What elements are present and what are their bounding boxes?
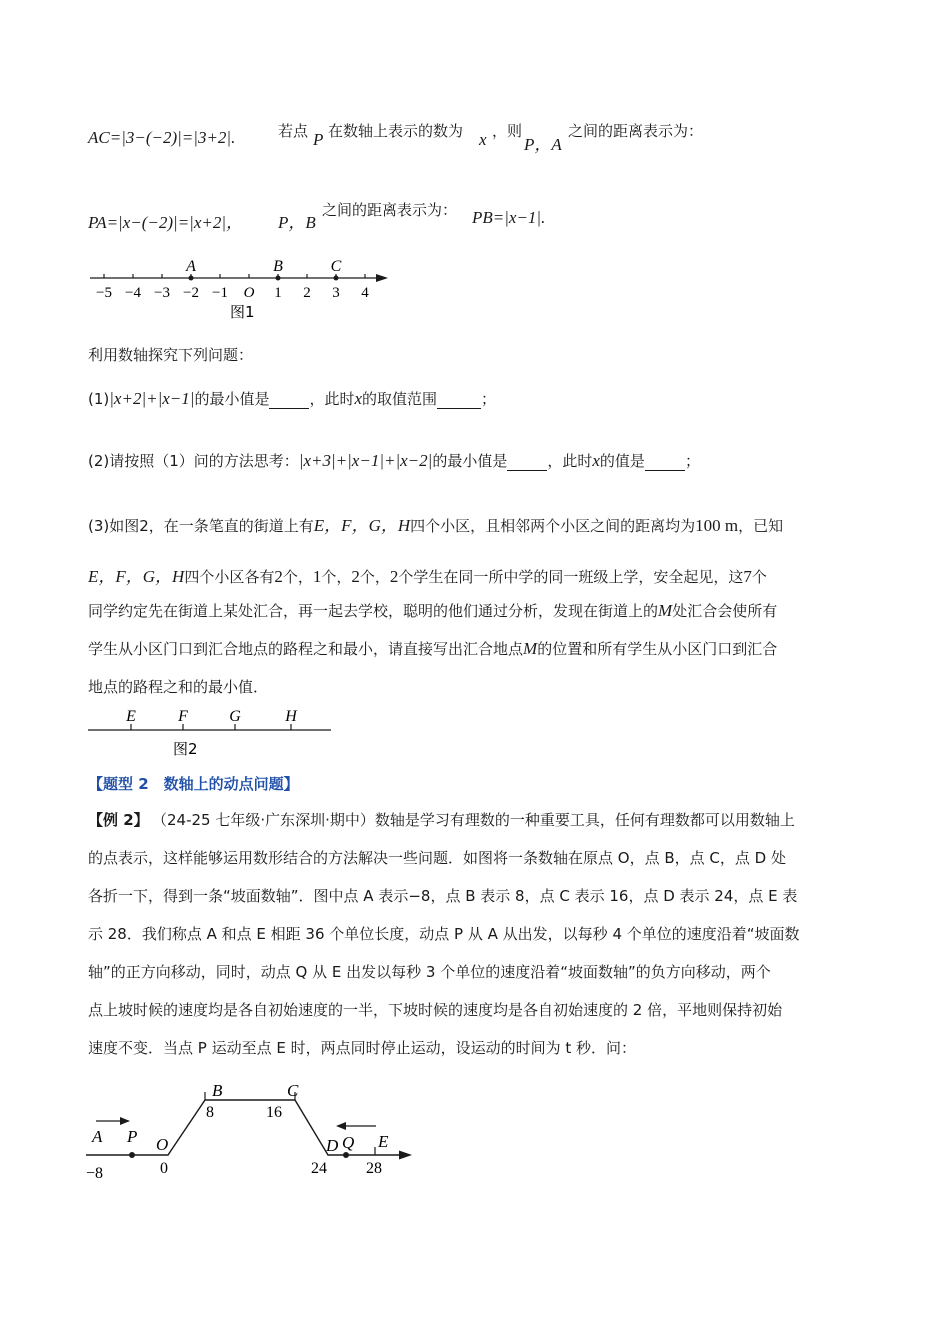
q2-text: 请按照（1）问的方法思考：: [109, 452, 299, 470]
q2-variable: x: [592, 451, 600, 470]
q3-count: 7: [743, 567, 752, 586]
p-variable: P: [313, 130, 324, 149]
example-line-2: 的点表示，这样能够运用数形结合的方法解决一些问题．如图将一条数轴在原点 O，点 B，点 C，点 D 处: [88, 849, 786, 867]
pa-formula: PA=|x−(−2)|=|x+2|，: [88, 213, 244, 232]
point-a-label: A: [186, 258, 196, 275]
q1-end: ；: [481, 390, 497, 408]
q3-m-variable: M: [523, 639, 538, 658]
example-line-3: 各折一下，得到一条“坡面数轴”．图中点 A 表示−8，点 B 表示 8，点 C 表示 16，点 D 表示 24，点 E 表: [88, 887, 798, 905]
q3-text: 同学约定先在街道上某处汇合，再一起去学校，聪明的他们通过分析，发现在街道上的: [88, 602, 659, 620]
q3-text: 个，: [359, 568, 390, 586]
figure-3-slope-number-line: [80, 1075, 420, 1185]
pa-pair: P，A: [524, 135, 562, 154]
intro-text: 若点: [278, 122, 309, 140]
figure-2-street: [85, 704, 345, 762]
point-q-dot: [343, 1152, 349, 1158]
axis-arrow-head: [399, 1151, 412, 1160]
figure-2-caption: 图2: [173, 740, 198, 758]
instruction: 利用数轴探究下列问题：: [88, 346, 254, 364]
q3-text: 的位置和所有学生从小区门口到汇合: [537, 640, 778, 658]
q3-count: 2: [389, 567, 399, 586]
district-label-h: H: [285, 708, 297, 725]
q3-m-variable: M: [658, 601, 673, 620]
q3-text: ，已知: [738, 517, 784, 535]
q3-text: 个，: [282, 568, 313, 586]
ac-formula: AC=|3−(−2)|=|3+2|.: [88, 128, 236, 147]
q3-distance: 100 m: [695, 516, 739, 535]
q1-number: (1): [88, 390, 110, 408]
tick-label: −2: [183, 285, 199, 301]
tick-label: 4: [361, 285, 369, 301]
q2-expression: |x+3|+|x−1|+|x−2|: [298, 451, 433, 470]
pb-pair: P，B: [278, 213, 316, 232]
example-line-4: 示 28．我们称点 A 和点 E 相距 36 个单位长度，动点 P 从 A 从出发，以每秒 4 个单位的速度沿着“坡面数: [88, 925, 800, 943]
district-label-f: F: [178, 708, 188, 725]
q1-text: 的最小值是: [194, 390, 270, 408]
point-b-label: B: [273, 258, 283, 275]
q2-answer-blank-1[interactable]: [507, 452, 547, 471]
point-p-dot: [129, 1152, 135, 1158]
tick-label: O: [243, 285, 255, 301]
intro-text: 在数轴上表示的数为: [328, 122, 464, 140]
example-line-6: 点上坡时候的速度均是各自初始速度的一半，下坡时候的速度均是各自初始速度的 2 倍，平地则保持初始: [88, 1001, 783, 1019]
q3-count: 2: [274, 567, 283, 586]
district-label-g: G: [229, 708, 241, 725]
q3-text: 个: [751, 568, 767, 586]
example-tag: 【例 2】: [88, 811, 149, 829]
question-3-line-1: [88, 511, 783, 536]
example-line-5: 轴”的正方向移动，同时，动点 Q 从 E 出发以每秒 3 个单位的速度沿着“坡面数轴”的负方向移动，两个: [88, 963, 771, 981]
question-1: [88, 388, 496, 409]
q3-text: 处汇合会使所有: [672, 602, 778, 620]
question-3-line-3: [88, 600, 777, 621]
tick-label: 3: [332, 285, 340, 301]
q3-count: 1: [312, 567, 322, 586]
tick-label: 2: [303, 285, 311, 301]
question-3-line-4: [88, 638, 777, 659]
value-b: 8: [206, 1104, 214, 1121]
point-c-label: C: [330, 258, 342, 275]
value-d: 24: [311, 1160, 327, 1177]
tick-label: −3: [154, 285, 170, 301]
section-title: 【题型 2 数轴上的动点问题】: [88, 775, 299, 793]
intro-line-1: [88, 128, 235, 148]
pb-formula: PB=|x−1|.: [472, 208, 546, 227]
intro-text: ，则: [492, 122, 523, 140]
intro-text: 之间的距离表示为：: [322, 201, 458, 219]
intro-text: 之间的距离表示为：: [568, 122, 704, 140]
value-c: 16: [266, 1104, 282, 1121]
question-3-line-2: [88, 562, 767, 587]
label-a: A: [92, 1127, 103, 1146]
q1-text: ，此时: [309, 390, 355, 408]
label-c: C: [287, 1081, 299, 1100]
example-line-7: 速度不变．当点 P 运动至点 E 时，两点同时停止运动，设运动的时间为 t 秒．问：: [88, 1039, 637, 1057]
p-arrow-head: [120, 1117, 130, 1125]
label-b: B: [212, 1081, 223, 1100]
q3-efgh: E，F，G，H: [313, 516, 411, 535]
q2-end: ；: [684, 452, 700, 470]
label-o: O: [156, 1135, 169, 1154]
q-arrow-head: [336, 1122, 346, 1130]
x-variable: x: [479, 130, 487, 149]
q1-answer-blank-1[interactable]: [269, 390, 309, 409]
q3-efgh: E，F，G，H: [88, 567, 185, 586]
point-c-dot: [334, 276, 339, 281]
label-e: E: [378, 1132, 389, 1151]
value-e: 28: [366, 1160, 382, 1177]
figure-1-caption: 图1: [230, 303, 255, 321]
q3-text: 四个小区各有: [184, 568, 275, 586]
tick-label: −1: [212, 285, 228, 301]
q2-number: (2): [88, 452, 110, 470]
label-d: D: [326, 1136, 339, 1155]
question-3-line-5: 地点的路程之和的最小值．: [88, 678, 269, 696]
label-p: P: [127, 1127, 138, 1146]
tick-label: −4: [125, 285, 141, 301]
tick-label: −5: [96, 285, 112, 301]
intro-line-1-text: [278, 120, 308, 141]
q1-text: 的取值范围: [362, 390, 438, 408]
example-line-1: （24-25 七年级·广东深圳·期中）数轴是学习有理数的一种重要工具，任何有理数都可以用数轴上: [152, 811, 795, 829]
q3-count: 2: [351, 567, 360, 586]
point-b-dot: [276, 276, 281, 281]
q3-text: (3)如图2，在一条笔直的街道上有: [88, 517, 314, 535]
district-label-e: E: [126, 708, 136, 725]
q3-text: 个，: [321, 568, 352, 586]
q2-text: 的最小值是: [432, 452, 508, 470]
point-a-dot: [189, 276, 194, 281]
q3-text: 个学生在同一所中学的同一班级上学，安全起见，这: [398, 568, 744, 586]
q2-text: 的值是: [599, 452, 645, 470]
q1-answer-blank-2[interactable]: [437, 390, 481, 409]
q3-text: 四个小区，且相邻两个小区之间的距离均为: [410, 517, 696, 535]
q1-variable: x: [354, 389, 363, 408]
figure-1-number-line: [80, 250, 410, 330]
tick-label: 1: [274, 285, 282, 301]
q2-text: ，此时: [547, 452, 593, 470]
q3-text: 学生从小区门口到汇合地点的路程之和最小，请直接写出汇合地点: [88, 640, 524, 658]
q2-answer-blank-2[interactable]: [645, 452, 685, 471]
value-o: 0: [160, 1160, 168, 1177]
question-2: [88, 450, 700, 471]
label-q: Q: [342, 1133, 355, 1152]
value-a: −8: [86, 1165, 104, 1182]
q1-expression: |x+2|+|x−1|: [109, 389, 195, 408]
